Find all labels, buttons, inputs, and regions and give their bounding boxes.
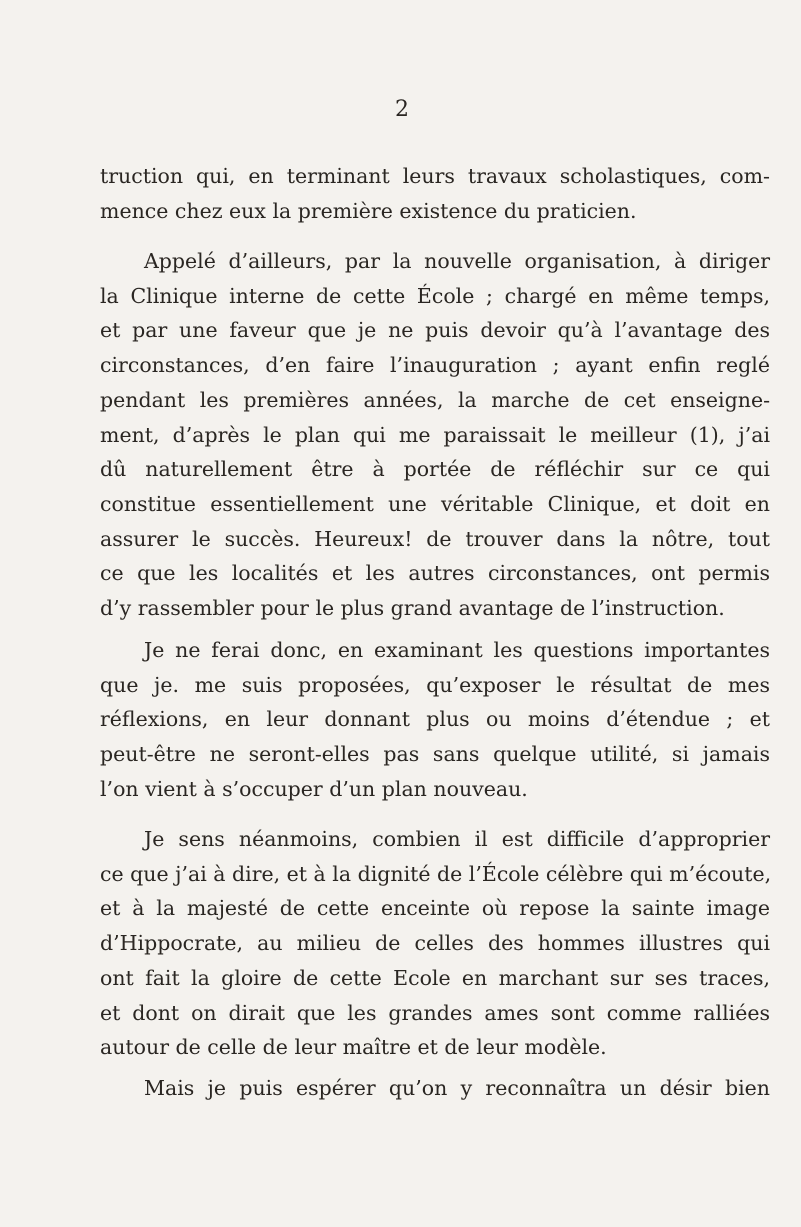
text-line: Appelé d’ailleurs, par la nouvelle organisation, à diriger (144, 249, 770, 273)
text-line: assurer le succès. Heureux! de trouver dans la nôtre, tout (100, 526, 770, 551)
text-line: et dont on dirait que les grandes ames sont comme ralliées (100, 1000, 770, 1025)
text-line: et à la majesté de cette enceinte où repose la sainte image (100, 896, 770, 921)
text-line: l’on vient à s’occuper d’un plan nouveau. (100, 776, 528, 801)
text-line: Mais je puis espérer qu’on y reconnaîtra un désir bien (144, 1076, 770, 1100)
paragraph-1 (100, 159, 770, 228)
paragraph-2 (100, 244, 770, 626)
text-line: et par une faveur que je ne puis devoir qu’à l’avantage des (100, 318, 770, 343)
text-line: réflexions, en leur donnant plus ou moins d’étendue ; et (100, 707, 770, 732)
text-line: autour de celle de leur maître et de leur modèle. (100, 1035, 607, 1060)
paragraph-4 (100, 822, 770, 1065)
text-line: circonstances, d’en faire l’inauguration ; ayant enfin reglé (100, 353, 770, 378)
page-number: 2 (395, 97, 409, 122)
text-line: truction qui, en terminant leurs travaux scholastiques, com- (100, 164, 770, 188)
paragraph-5 (100, 1071, 770, 1106)
text-line: mence chez eux la première existence du praticien. (100, 198, 637, 223)
text-line: dû naturellement être à portée de réfléchir sur ce qui (100, 457, 770, 482)
text-line: peut-être ne seront-elles pas sans quelque utilité, si jamais (100, 742, 770, 767)
text-line: pendant les premières années, la marche de cet enseigne- (100, 387, 770, 412)
text-line: que je. me suis proposées, qu’exposer le résultat de mes (100, 672, 770, 697)
text-line: ce que j’ai à dire, et à la dignité de l’École célèbre qui m’écoute, (100, 861, 772, 886)
text-line: Je ne ferai donc, en examinant les questions importantes (144, 638, 770, 662)
text-line: ce que les localités et les autres circonstances, ont permis (100, 561, 770, 586)
text-line: la Clinique interne de cette École ; chargé en même temps, (100, 283, 770, 308)
text-line: Je sens néanmoins, combien il est difficile d’approprier (144, 827, 770, 851)
text-line: constitue essentiellement une véritable Clinique, et doit en (100, 491, 770, 516)
text-line: d’Hippocrate, au milieu de celles des hommes illustres qui (100, 931, 770, 956)
text-line: ont fait la gloire de cette Ecole en marchant sur ses traces, (100, 965, 770, 990)
paragraph-3 (100, 633, 770, 807)
text-line: d’y rassembler pour le plus grand avantage de l’instruction. (100, 596, 725, 621)
text-line: ment, d’après le plan qui me paraissait le meilleur (1), j’ai (100, 422, 770, 447)
